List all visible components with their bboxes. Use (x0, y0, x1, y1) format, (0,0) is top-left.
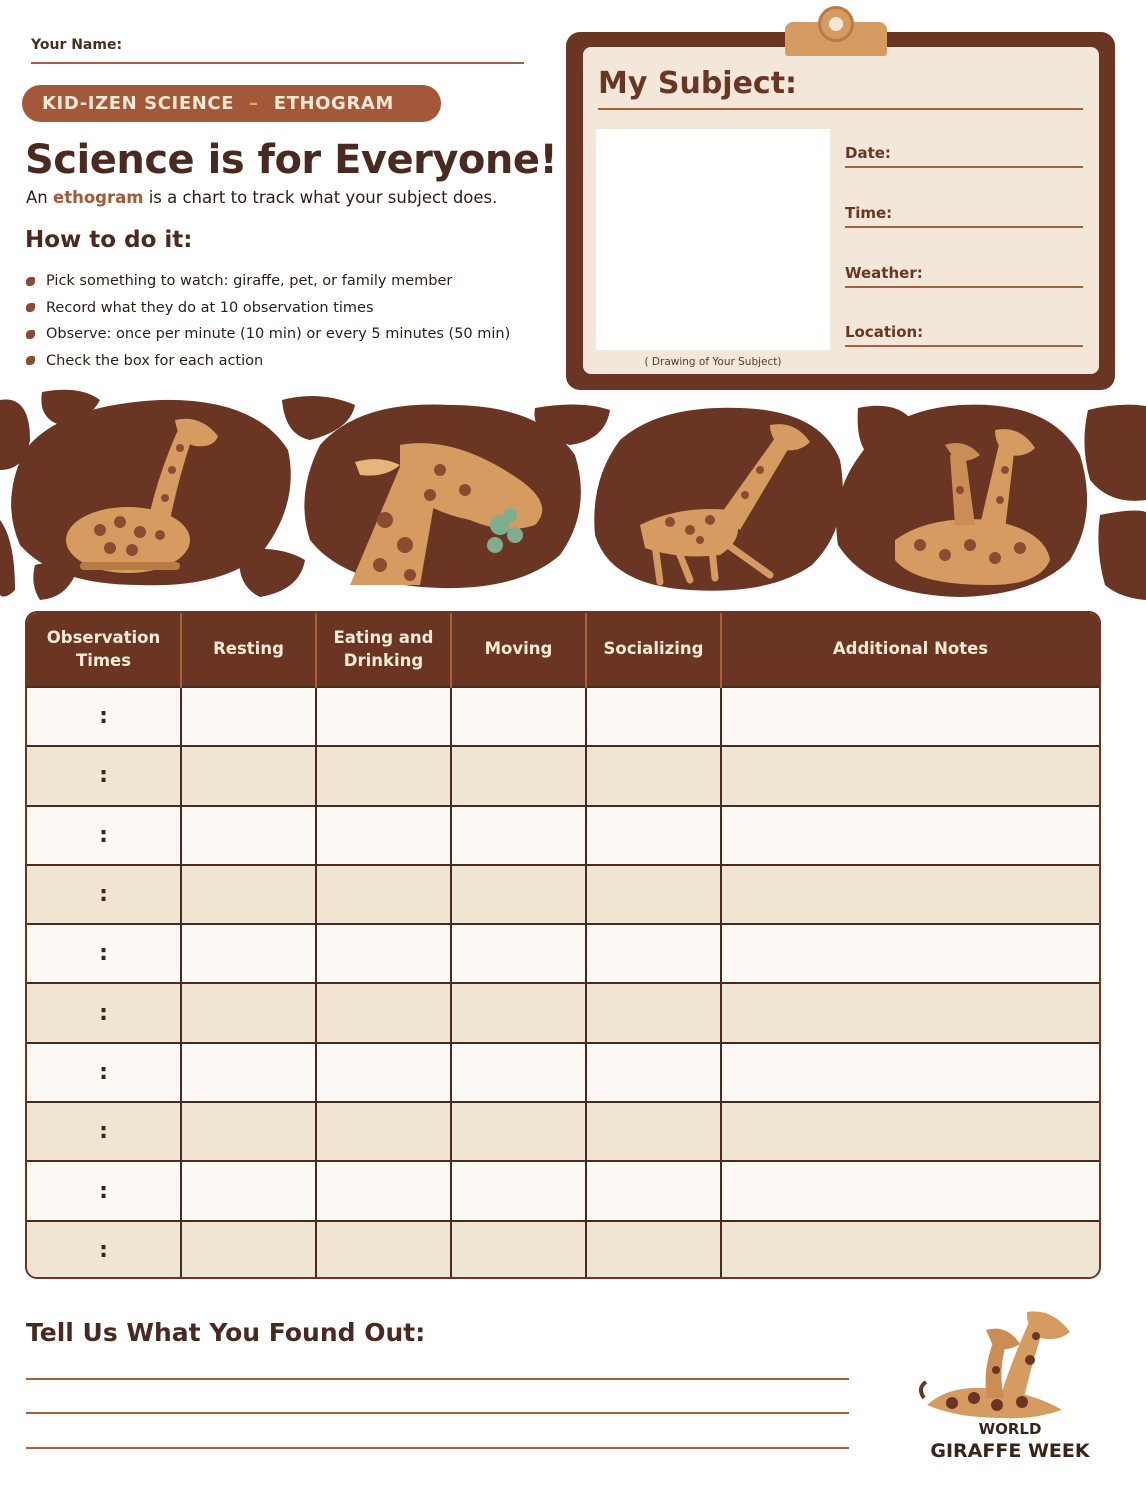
eating-drinking-cell[interactable] (316, 1043, 451, 1102)
table-header-row (27, 613, 1099, 687)
time-cell[interactable] (27, 865, 181, 924)
notes-cell[interactable] (721, 865, 1099, 924)
moving-cell[interactable] (451, 1161, 586, 1220)
socializing-cell[interactable] (586, 1102, 721, 1161)
panel-moving (594, 408, 842, 591)
time-cell[interactable] (27, 983, 181, 1042)
moving-cell[interactable] (451, 1102, 586, 1161)
table-row (27, 1043, 1099, 1102)
weather-field[interactable]: Weather: (845, 264, 1083, 288)
moving-cell[interactable] (451, 806, 586, 865)
table-row (27, 806, 1099, 865)
time-cell[interactable] (27, 924, 181, 983)
socializing-cell[interactable] (586, 1221, 721, 1279)
time-cell[interactable] (27, 746, 181, 805)
bullet-icon (26, 356, 35, 365)
eating-drinking-cell[interactable] (316, 806, 451, 865)
drawing-caption: ( Drawing of Your Subject) (644, 356, 782, 368)
badge-left-text: KID-IZEN SCIENCE (42, 93, 235, 114)
step-item: Check the box for each action (26, 348, 510, 375)
step-item: Observe: once per minute (10 min) or every 5 minutes (50 min) (26, 321, 510, 348)
bullet-icon (26, 303, 35, 312)
socializing-cell[interactable] (586, 687, 721, 746)
time-colon: : (99, 1238, 108, 1264)
time-cell[interactable] (27, 1043, 181, 1102)
eating-drinking-cell[interactable] (316, 746, 451, 805)
socializing-cell[interactable] (586, 865, 721, 924)
socializing-cell[interactable] (586, 1043, 721, 1102)
my-subject-title: My Subject: (598, 66, 798, 101)
resting-cell[interactable] (181, 1221, 316, 1279)
resting-cell[interactable] (181, 865, 316, 924)
socializing-cell[interactable] (586, 746, 721, 805)
header-eating-drinking: Eating and Drinking (316, 613, 451, 687)
bullet-icon (26, 330, 35, 339)
your-name-field[interactable] (31, 62, 524, 64)
step-item: Record what they do at 10 observation times (26, 295, 510, 322)
resting-cell[interactable] (181, 924, 316, 983)
eating-drinking-cell[interactable] (316, 687, 451, 746)
drawing-area[interactable] (596, 129, 830, 350)
socializing-cell[interactable] (586, 983, 721, 1042)
notes-cell[interactable] (721, 806, 1099, 865)
header-additional-notes: Additional Notes (721, 613, 1099, 687)
answer-line[interactable] (26, 1447, 849, 1449)
answer-line[interactable] (26, 1378, 849, 1380)
resting-cell[interactable] (181, 746, 316, 805)
socializing-cell[interactable] (586, 806, 721, 865)
header-resting: Resting (181, 613, 316, 687)
notes-cell[interactable] (721, 687, 1099, 746)
notes-cell[interactable] (721, 1221, 1099, 1279)
notes-cell[interactable] (721, 924, 1099, 983)
header-socializing: Socializing (586, 613, 721, 687)
time-cell[interactable] (27, 806, 181, 865)
steps-list (26, 268, 510, 374)
table-row (27, 1102, 1099, 1161)
socializing-cell[interactable] (586, 1161, 721, 1220)
table-row (27, 746, 1099, 805)
notes-cell[interactable] (721, 983, 1099, 1042)
logo-giraffe-week-text: GIRAFFE WEEK (930, 1440, 1090, 1462)
time-cell[interactable] (27, 1102, 181, 1161)
clipboard-ring-icon (818, 6, 854, 42)
time-colon: : (99, 882, 108, 908)
moving-cell[interactable] (451, 1221, 586, 1279)
table-row (27, 1161, 1099, 1220)
page-title: Science is for Everyone! (25, 137, 558, 183)
time-field[interactable]: Time: (845, 204, 1083, 228)
moving-cell[interactable] (451, 746, 586, 805)
table-row (27, 924, 1099, 983)
date-field[interactable]: Date: (845, 144, 1083, 168)
location-field[interactable]: Location: (845, 323, 1083, 347)
time-colon: : (99, 1178, 108, 1204)
table-row (27, 983, 1099, 1042)
moving-cell[interactable] (451, 924, 586, 983)
resting-cell[interactable] (181, 1102, 316, 1161)
time-colon: : (99, 822, 108, 848)
resting-cell[interactable] (181, 1161, 316, 1220)
notes-cell[interactable] (721, 1043, 1099, 1102)
socializing-cell[interactable] (586, 924, 721, 983)
header-observation-times: Observation Times (27, 613, 181, 687)
logo-world-text: WORLD (978, 1420, 1042, 1438)
eating-drinking-cell[interactable] (316, 983, 451, 1042)
my-subject-field[interactable] (598, 108, 1083, 110)
moving-cell[interactable] (451, 865, 586, 924)
moving-cell[interactable] (451, 1043, 586, 1102)
time-colon: : (99, 763, 108, 789)
resting-cell[interactable] (181, 1043, 316, 1102)
badge-dash: – (249, 93, 259, 114)
eating-drinking-cell[interactable] (316, 1161, 451, 1220)
badge-right-text: ETHOGRAM (273, 93, 394, 114)
notes-cell[interactable] (721, 1161, 1099, 1220)
time-colon: : (99, 1059, 108, 1085)
moving-cell[interactable] (451, 983, 586, 1042)
found-out-heading: Tell Us What You Found Out: (26, 1318, 426, 1347)
intro-pre: An (26, 188, 48, 207)
giraffe-banner (0, 380, 1146, 605)
notes-cell[interactable] (721, 746, 1099, 805)
intro-highlight: ethogram (53, 188, 144, 207)
resting-cell[interactable] (181, 687, 316, 746)
your-name-label: Your Name: (31, 37, 123, 53)
table-row (27, 687, 1099, 746)
time-colon: : (99, 704, 108, 730)
table-row (27, 865, 1099, 924)
time-colon: : (99, 1119, 108, 1145)
resting-cell[interactable] (181, 983, 316, 1042)
kid-izen-science-badge (22, 85, 441, 122)
time-colon: : (99, 941, 108, 967)
time-cell[interactable] (27, 1221, 181, 1279)
eating-drinking-cell[interactable] (316, 865, 451, 924)
resting-cell[interactable] (181, 806, 316, 865)
time-cell[interactable] (27, 687, 181, 746)
table-row (27, 1221, 1099, 1279)
header-moving: Moving (451, 613, 586, 687)
eating-drinking-cell[interactable] (316, 1221, 451, 1279)
answer-line[interactable] (26, 1412, 849, 1414)
time-cell[interactable] (27, 1161, 181, 1220)
intro-post: is a chart to track what your subject does. (148, 188, 498, 207)
eating-drinking-cell[interactable] (316, 1102, 451, 1161)
eating-drinking-cell[interactable] (316, 924, 451, 983)
intro-text (26, 188, 497, 207)
step-item: Pick something to watch: giraffe, pet, or family member (26, 268, 510, 295)
notes-cell[interactable] (721, 1102, 1099, 1161)
bullet-icon (26, 277, 35, 286)
moving-cell[interactable] (451, 687, 586, 746)
how-to-heading: How to do it: (25, 227, 193, 253)
time-colon: : (99, 1000, 108, 1026)
ethogram-table (25, 611, 1101, 1279)
